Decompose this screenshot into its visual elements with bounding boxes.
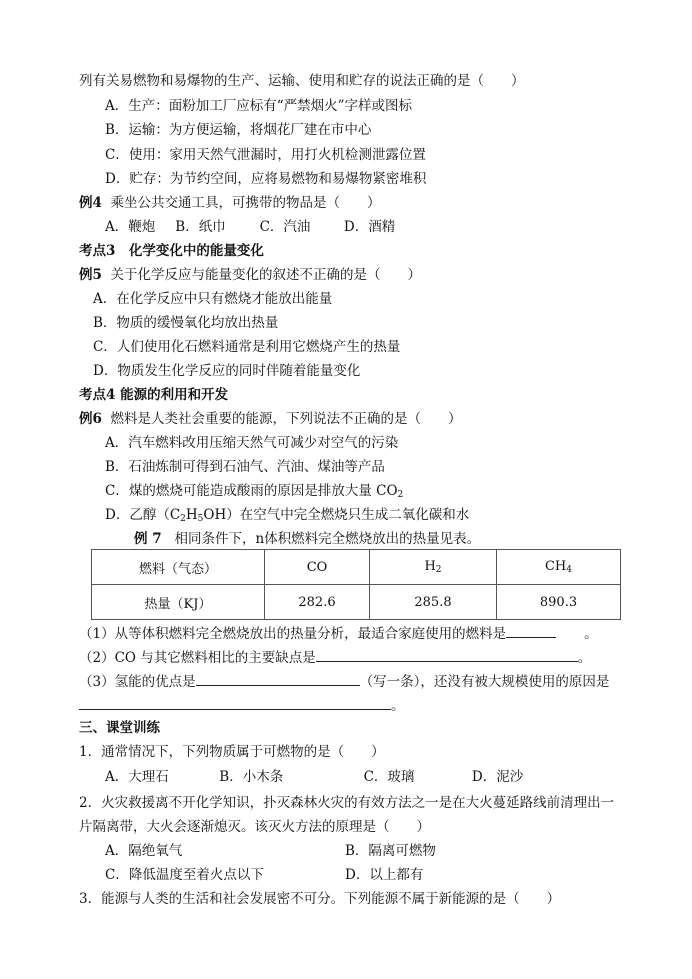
example-4: [79, 194, 381, 212]
example-label: 例4: [79, 195, 102, 211]
example-6: [79, 410, 462, 428]
option-a: A．生产：面粉加工厂应标有“严禁烟火”字样或图标: [105, 98, 413, 114]
table-cell: 热量（KJ）: [92, 585, 265, 620]
question-text: （2）CO 与其它燃料相比的主要缺点是: [79, 650, 316, 666]
table-cell: 285.8: [370, 585, 497, 620]
option-a: A．隔绝氧气: [105, 843, 183, 859]
example-stem: 乘坐公共交通工具，可携带的物品是（ ）: [110, 195, 381, 211]
answer-blank[interactable]: [316, 647, 578, 662]
sub-question-3-cont: [79, 695, 405, 715]
example-4-options: [105, 218, 395, 236]
table-header-cell: [370, 550, 497, 585]
question-text: （写一条），还没有被大规模使用的原因是: [359, 674, 610, 690]
example-7: [134, 530, 480, 548]
question-text: （1）从等体积燃料完全燃烧放出的热量分析，最适合家庭使用的燃料是: [79, 626, 507, 642]
table-header-cell: 燃料（气态）: [92, 550, 265, 585]
option-c: [105, 482, 403, 504]
training-question-2-cont: 片隔离带，大火会逐渐熄灭。该灭火方法的原理是（ ）: [79, 819, 430, 835]
training-question-3: 3．能源与人类的生活和社会发展密不可分。下列能源不属于新能源的是（ ）: [79, 891, 561, 907]
option-b: B．小木条: [219, 769, 284, 785]
option-d: D．贮存：为节约空间，应将易燃物和易爆物紧密堆积: [105, 171, 427, 187]
question-text: （3）氢能的优点是: [79, 674, 196, 690]
option-b: B．隔离可燃物: [345, 843, 436, 859]
table-header-cell: CO: [265, 550, 370, 585]
punctuation: 。: [391, 698, 405, 714]
training-question-1: 1．通常情况下，下列物质属于可燃物的是（ ）: [79, 744, 385, 760]
subscript: 5: [197, 514, 204, 524]
option-b: B．纸巾: [175, 219, 226, 235]
training-question-1-options: [105, 768, 523, 786]
option-b: B．运输：为方便运输，将烟花厂建在市中心: [105, 122, 372, 138]
example-label: 例5: [79, 267, 102, 283]
cell-text: H: [424, 559, 436, 574]
table-row: [92, 550, 621, 585]
option-text: D．乙醇（C: [105, 507, 181, 523]
section-heading: 考点4 能源的利用和开发: [79, 387, 229, 403]
table-cell: 890.3: [497, 585, 621, 620]
option-c: C．人们使用化石燃料通常是利用它燃烧产生的热量: [93, 339, 401, 355]
option-d: [105, 506, 469, 528]
sub-question-2: [79, 647, 591, 667]
option-b: B．石油炼制可得到石油气、汽油、煤油等产品: [105, 459, 385, 475]
example-stem: 燃料是人类社会重要的能源，下列说法不正确的是（ ）: [110, 411, 462, 427]
punctuation: 。: [577, 650, 592, 666]
option-d: D．酒精: [343, 219, 396, 235]
option-c: C．降低温度至着火点以下: [105, 867, 264, 883]
table-header-cell: [497, 550, 621, 585]
subscript: 4: [566, 565, 573, 575]
training-question-2: 2．火灾救援离不开化学知识，扑灭森林火灾的有效方法之一是在大火蔓延路线前清理出一: [79, 795, 615, 811]
example-label: 例 7: [134, 531, 162, 547]
cell-text: CH: [544, 559, 567, 574]
punctuation: 。: [584, 626, 598, 642]
option-text: C．煤的燃烧可能造成酸雨的原因是排放大量 CO: [105, 483, 398, 499]
option-d: D．物质发生化学反应的同时伴随着能量变化: [93, 363, 361, 379]
example-label: 例6: [79, 411, 102, 427]
fuel-heat-table: [91, 549, 621, 620]
option-a: A．大理石: [105, 769, 169, 785]
table-row: [92, 585, 621, 620]
example-stem: 关于化学反应与能量变化的叙述不正确的是（ ）: [110, 267, 421, 283]
section-heading: 考点3 化学变化中的能量变化: [79, 243, 264, 259]
option-b: B．物质的缓慢氧化均放出热量: [93, 315, 279, 331]
option-c: C．使用：家用天然气泄漏时，用打火机检测泄露位置: [105, 147, 426, 163]
option-a: A．鞭炮: [105, 219, 156, 235]
answer-blank[interactable]: [196, 671, 360, 686]
section-heading: 三、课堂训练: [79, 720, 160, 736]
sub-question-3: [79, 671, 609, 691]
answer-blank[interactable]: [79, 695, 391, 710]
example-5: [79, 266, 421, 284]
option-a: A．汽车燃料改用压缩天然气可减少对空气的污染: [105, 435, 399, 451]
subscript: 2: [180, 514, 186, 524]
option-c: C．汽油: [259, 219, 311, 235]
option-text: H: [185, 507, 198, 523]
table-cell: 282.6: [265, 585, 370, 620]
answer-blank[interactable]: [506, 623, 556, 638]
example-stem: 相同条件下，n体积燃料完全燃烧放出的热量见表。: [174, 531, 481, 547]
sub-question-1: [79, 623, 598, 643]
option-a: A．在化学反应中只有燃烧才能放出能量: [93, 291, 333, 307]
subscript: 2: [397, 490, 404, 500]
option-text: OH）在空气中完全燃烧只生成二氧化碳和水: [203, 507, 470, 523]
subscript: 2: [435, 565, 442, 575]
option-c: C．玻璃: [363, 769, 415, 785]
question-stem: 列有关易燃物和易爆物的生产、运输、使用和贮存的说法正确的是（ ）: [79, 73, 525, 89]
option-d: D．泥沙: [471, 769, 524, 785]
option-d: D．以上都有: [345, 867, 424, 883]
